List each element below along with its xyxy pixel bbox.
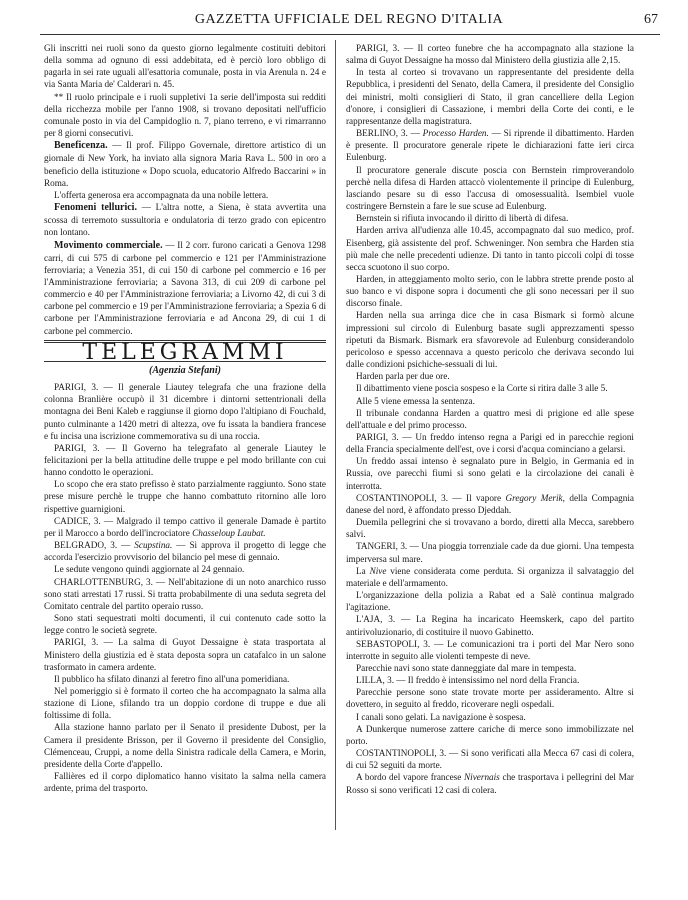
telegram: Un freddo assai intenso è segnalato pure in Belgio, in Germania ed in Russia, ove parecchi fiumi si sono gelati e la circolazione dei canali è interrotta. bbox=[346, 456, 634, 491]
telegram: Harden parla per due ore. bbox=[356, 371, 450, 382]
telegram: Sono stati sequestrati molti documenti, il cui contenuto cade sotto la legge contro le società segrete. bbox=[44, 613, 326, 636]
telegram: I canali sono gelati. La navigazione è sospesa. bbox=[356, 711, 526, 722]
telegram: PARIGI, 3. — Un freddo intenso regna a Parigi ed in parecchie regioni della Francia specialmente dell'est, ove i corsi d'acqua cominciano a gelarsi. bbox=[346, 432, 634, 455]
page-header bbox=[40, 12, 658, 32]
telegram: TANGERI, 3. — Una pioggia torrenziale cade da due giorni. Una tempesta imperversa sul mare. bbox=[346, 541, 634, 564]
telegram: Il procuratore generale discute poscia con Bernstein rimproverandolo perchè nella difesa di Harden attaccò violentemente il principe di Eulenburg, lasciando pesare su di esso l'accusa di omosessualità. Isembiel vuole costringere Bernstein a fare le sue scuse ad Eulenburg. bbox=[346, 164, 634, 212]
ship-name: Nivernais bbox=[464, 772, 500, 783]
telegram: Il tribunale condanna Harden a quattro mesi di prigione ed alle spese dell'attuale e del primo processo. bbox=[346, 407, 634, 430]
telegram: A bordo del vapore francese Nivernais che trasportava i pellegrini del Mar Rosso si sono verificati 12 casi di colera. bbox=[346, 772, 634, 795]
telegram: Fallières ed il corpo diplomatico hanno visitato la salma nella camera ardente, prima del trasporto. bbox=[44, 771, 326, 794]
news-item: Fenomeni tellurici. — L'altra notte, a Siena, è stata avvertita una scossa di terremoto sussultoria e ondulatoria di terzo grado con epicentro non lontano. bbox=[44, 202, 326, 238]
telegram: Harden, in atteggiamento molto serio, con le labbra strette prende posto al suo banco e vi dispone sopra i documenti che gli sono necessari per il suo discorso finale. bbox=[346, 273, 634, 309]
telegram: Nel pomeriggio si è formato il corteo che ha accompagnato la salma alla stazione di Lione, sfilando tra un doppio cordone di truppe e due ali foltissime di folla. bbox=[44, 685, 326, 721]
page-number: 67 bbox=[644, 12, 658, 27]
paragraph: Gli inscritti nei ruoli sono da questo giorno legalmente costituiti debitori della somma ad ognuno di essi addebitata, ed è perciò loro obbligo di pagarla in sei rate uguali all'esattoria comunale, posta in via Arenula n. 24 e via Santa Maria de' Calderari n. 45. bbox=[44, 43, 326, 90]
column-divider bbox=[335, 40, 336, 830]
telegram: Le sedute vengono quindi aggiornate al 24 gennaio. bbox=[54, 564, 245, 575]
telegrams-banner: TELEGRAMMI bbox=[82, 339, 288, 365]
header-rule bbox=[40, 34, 660, 35]
section-heading: Beneficenza. bbox=[54, 140, 108, 152]
right-column bbox=[346, 42, 634, 796]
section-heading: Movimento commerciale. bbox=[54, 239, 163, 251]
paragraph: ** Il ruolo principale e i ruoli suppletivi 1a serie dell'imposta sui redditi della ricchezza mobile per l'anno 1908, si trovano depositati nell'ufficio comunale posto in via del Campidoglio n. 7, piano terreno, e vi rimarranno per 8 giorni consecutivi. bbox=[44, 91, 326, 139]
telegram: SEBASTOPOLI, 3. — Le comunicazioni tra i porti del Mar Nero sono interrotte in seguito alle violenti tempeste di neve. bbox=[346, 638, 634, 661]
telegram: BELGRADO, 3. — Scupstina. — Si approva il progetto di legge che accorda l'esercizio provvisorio del bilancio pel mese di gennaio. bbox=[44, 540, 326, 563]
section-heading: Fenomeni tellurici. bbox=[54, 202, 137, 214]
telegram: BERLINO, 3. — Processo Harden. — Si riprende il dibattimento. Harden è presente. Il procuratore generale ripete le dichiarazioni fatte ieri circa Eulenburg. bbox=[346, 128, 635, 163]
news-item: Beneficenza. — Il prof. Filippo Governale, direttore artistico di un giornale di New York, ha inviato alla signora Maria Rava L. 500 in oro a beneficio della istituzione « Dopo scuola, educatorio Alfredo Baccarini » in Roma. bbox=[44, 140, 326, 188]
telegram: Lo scopo che era stato prefisso è stato parzialmente raggiunto. Sono state prese misure perchè le truppe che hanno combattuto ritornino alle loro rispettive guarnigioni. bbox=[44, 479, 326, 514]
telegram: In testa al corteo si trovavano un rappresentante del presidente della Repubblica, i presidenti del Senato, della Camera, il presidente del Consiglio dei ministri, molti consiglieri di Stato, il gran cancelliere della Legion d'onore, i consiglieri di Cassazione, i membri della Corte dei conti, e le rappresentanze della magistratura. bbox=[346, 67, 634, 126]
newspaper-title: GAZZETTA UFFICIALE DEL REGNO D'ITALIA bbox=[194, 12, 504, 27]
ship-name: Nive bbox=[369, 565, 387, 576]
paragraph: L'offerta generosa era accompagnata da una nobile lettera. bbox=[54, 189, 269, 200]
telegram: L'organizzazione della polizia a Rabat ed a Salè continua malgrado l'agitazione. bbox=[346, 590, 634, 613]
left-column bbox=[44, 42, 326, 794]
telegram: COSTANTINOPOLI, 3. — Si sono verificati alla Mecca 67 casi di colera, di cui 52 seguiti da morte. bbox=[346, 748, 634, 771]
telegram: Alla stazione hanno parlato per il Senato il presidente Dubost, per la Camera il presidente Brisson, per il Governo il presidente del Consiglio, Clémenceau, Cruppi, a nome della Sinistra radicale della Camera, e Morin, presidente della Corte d'appello. bbox=[44, 722, 326, 769]
news-item: Movimento commerciale. — Il 2 corr. furono caricati a Genova 1298 carri, di cui 575 di carbone pel commercio e 121 per l'Amministrazione ferroviaria; a Venezia 351, di cui 150 di carbone pel commercio e 16 per l'Amministrazione ferroviaria; a Savona 313, di cui 209 di carbone pel commercio e 40 per l'Amministrazione ferroviaria; a Livorno 42, di cui 3 di carbone pel commercio e 19 per l'Amministrazione ferroviaria; a Spezia 6 di carbone per l'Amministrazione ferroviaria e ad Ancona 29, di cui 1 di carbone pel commercio. bbox=[44, 239, 326, 336]
telegram: La Nive viene considerata come perduta. Si organizza il salvataggio del materiale e dell'armamento. bbox=[346, 565, 634, 588]
telegram: PARIGI, 3. — Il corteo funebre che ha accompagnato alla stazione la salma di Guyot Dessaigne ha mosso dal Ministero della giustizia alle 2,15. bbox=[346, 43, 634, 66]
telegram: CHARLOTTENBURG, 3. — Nell'abitazione di un noto anarchico russo sono stati arrestati 17 russi. Si tratta probabilmente di una seduta segreta del Comitato centrale del partito operaio russo. bbox=[44, 576, 326, 611]
telegram: Parecchie navi sono state danneggiate dal mare in tempesta. bbox=[356, 662, 577, 673]
telegram: Il dibattimento viene poscia sospeso e la Corte si ritira dalle 3 alle 5. bbox=[356, 383, 608, 394]
telegram: A Dunkerque numerose zattere cariche di merce sono immobilizzate nel porto. bbox=[346, 723, 634, 746]
ship-name: Gregory Merik, bbox=[505, 492, 565, 503]
telegram: PARIGI, 3. — Il Governo ha telegrafato al generale Liautey le felicitazioni per la bella attitudine delle truppe e pel modo brillante con cui hanno condotto le operazioni. bbox=[44, 442, 326, 478]
telegram: Alle 5 viene emessa la sentenza. bbox=[356, 395, 475, 406]
telegram: PARIGI, 3. — Il generale Liautey telegrafa che una frazione della colonna Branlière occupò il 31 dicembre i dintorni settentrionali della montagna dei Beni Kaleb e raggiunse il giorno dopo l'altipiano di Fouchald, punto culminante a 1420 metri di altezza, ove fu issata la bandiera francese e fu incisa una iscrizione commemorativa su di una roccia. bbox=[44, 382, 326, 441]
telegram: LILLA, 3. — Il freddo è intensissimo nel nord della Francia. bbox=[356, 675, 580, 686]
telegram: Harden nella sua arringa dice che in casa Bismark si formò alcune impressioni sul circolo di Eulenburg basate sugli apprezzamenti spesso ripetuti da Bismark. Bismark era sfavorevole ad Eulenburg considerandolo pericoloso e spesso accennava a questo pericolo che derivava secondo lui dalle condizioni psichiche-sessuali di lui. bbox=[346, 310, 634, 370]
telegram: Duemila pellegrini che si trovavano a bordo, diretti alla Mecca, sarebbero salvi. bbox=[346, 517, 634, 540]
telegram: Bernstein si rifiuta invocando il diritto di libertà di difesa. bbox=[356, 213, 569, 224]
telegram: Harden arriva all'udienza alle 10.45, accompagnato dal suo medico, prof. Eisenberg, già assistente del prof. Schweninger. Non sembra che Harden stia più male che nelle precedenti udienze. Di tanto in tanto piccoli colpi di tosse secca scuotono il suo corpo. bbox=[346, 225, 634, 272]
ship-name: Chasseloup Laubat. bbox=[192, 527, 266, 538]
telegram: COSTANTINOPOLI, 3. — Il vapore Gregory Merik, della Compagnia danese del nord, è affondato presso Djeddah. bbox=[346, 492, 634, 515]
telegram: L'AJA, 3. — La Regina ha incaricato Heemskerk, capo del partito antirivoluzionario, di costituire il nuovo Gabinetto. bbox=[346, 614, 634, 637]
telegram: Il pubblico ha sfilato dinanzi al feretro fino all'una pomeridiana. bbox=[54, 673, 290, 684]
telegram: CADICE, 3. — Malgrado il tempo cattivo il generale Damade è partito per il Marocco a bordo dell'incrociatore Chasseloup Laubat. bbox=[44, 515, 326, 538]
agency-credit: (Agenzia Stefani) bbox=[149, 364, 221, 376]
telegram: Parecchie persone sono state trovate morte per assideramento. Altre si dovettero, in seguito al freddo, ricoverare negli ospedali. bbox=[346, 687, 634, 710]
telegram: PARIGI, 3. — La salma di Guyot Dessaigne è stata trasportata al Ministero della giustizia ed è stata deposta sopra un catafalco in un salone trasformato in camera ardente. bbox=[44, 637, 326, 672]
